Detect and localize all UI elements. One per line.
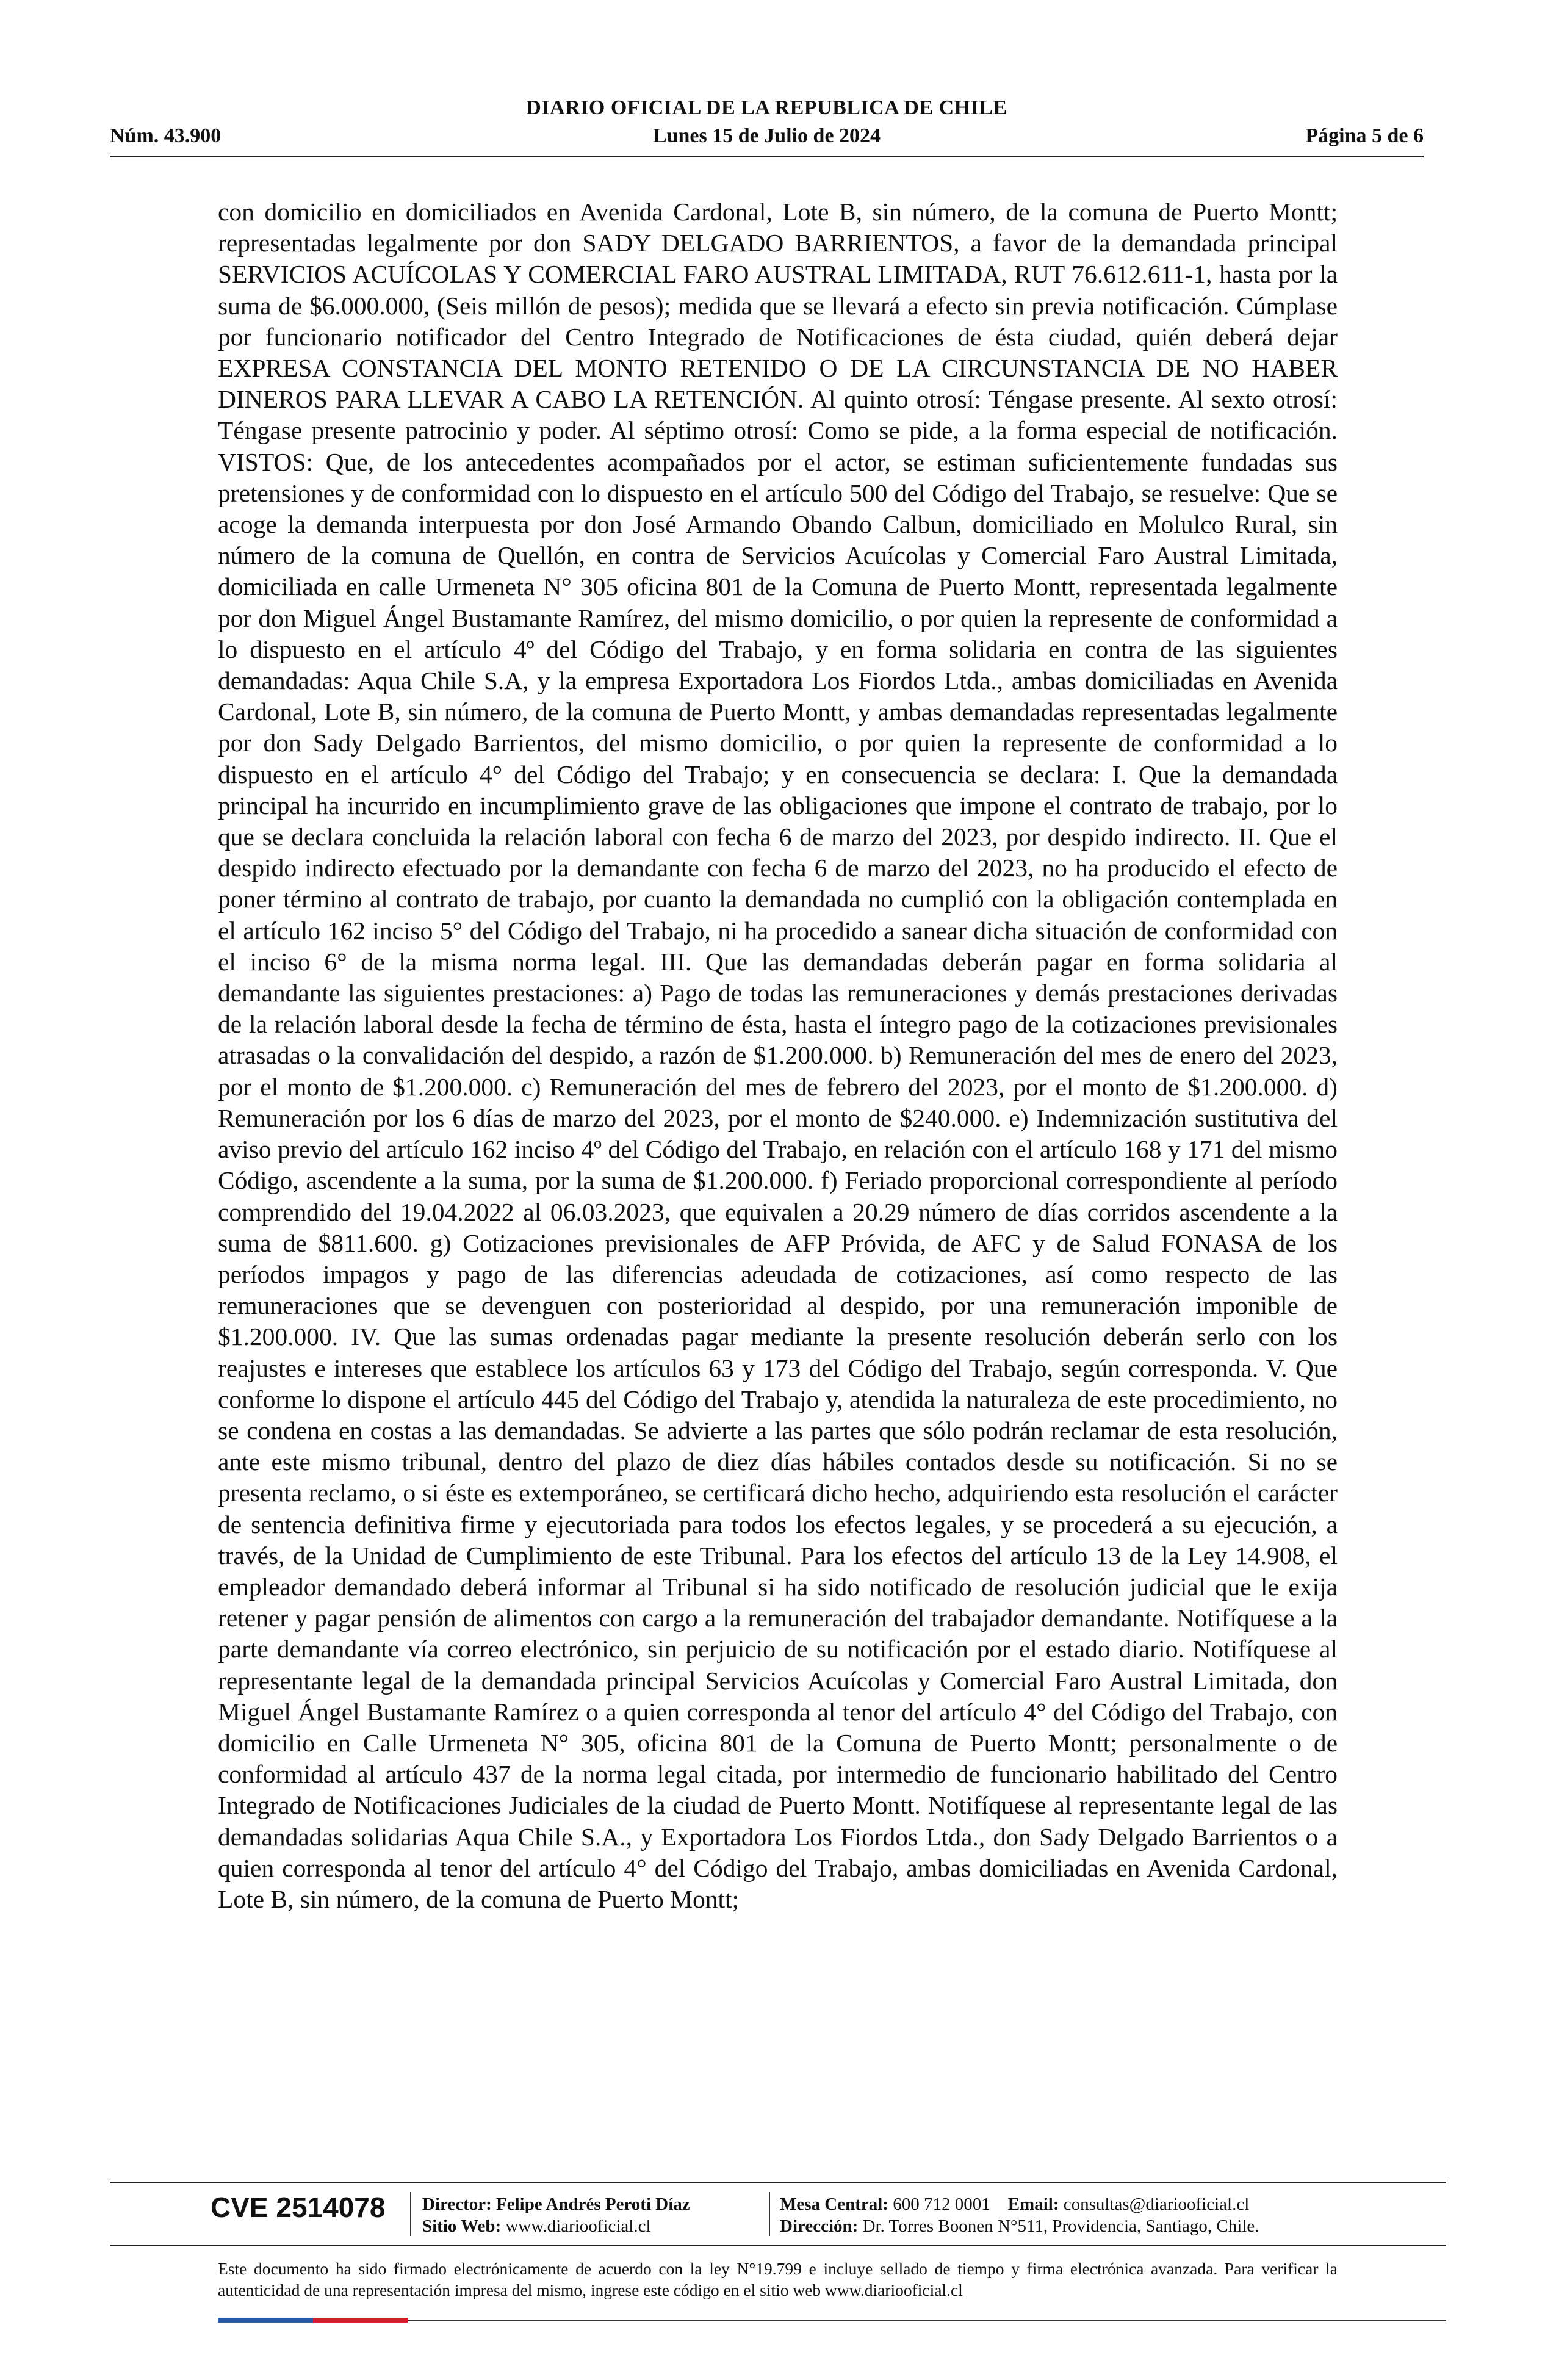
director-label: Director: [422, 2194, 492, 2214]
website-line [422, 2215, 690, 2237]
email-label: Email: [1007, 2194, 1059, 2214]
address-label: Dirección: [780, 2216, 859, 2236]
page-number: Página 5 de 6 [1305, 124, 1424, 147]
footer-contact-block [780, 2193, 1259, 2237]
page-header [110, 92, 1424, 156]
document-body: con domicilio en domiciliados en Avenida Cardonal, Lote B, sin número, de la comuna de Puerto Montt; representadas legalmente por don SADY DELGADO BARRIENTOS, a favor de la demandada principal SERVICIOS ACUÍCOLAS Y COMERCIAL FARO AUSTRAL LIMITADA, RUT 76.612.611-1, hasta por la suma de $6.000.000, (Seis millón de pesos); medida que se llevará a efecto sin previa notificación. Cúmplase por funcionario notificador del Centro Integrado de Notificaciones de ésta ciudad, quién deberá dejar EXPRESA CONSTANCIA DEL MONTO RETENIDO O DE LA CIRCUNSTANCIA DE NO HABER DINEROS PARA LLEVAR A CABO LA RETENCIÓN. Al quinto otrosí: Téngase presente. Al sexto otrosí: Téngase presente patrocinio y poder. Al séptimo otrosí: Como se pide, a la forma especial de notificación. VISTOS: Que, de los antecedentes acompañados por el actor, se estiman suficientemente fundadas sus pretensiones y de conformidad con lo dispuesto en el artículo 500 del Código del Trabajo, se resuelve: Que se acoge la demanda interpuesta por don José Armando Obando Calbun, domiciliado en Molulco Rural, sin número de la comuna de Quellón, en contra de Servicios Acuícolas y Comercial Faro Austral Limitada, domiciliada en calle Urmeneta N° 305 oficina 801 de la Comuna de Puerto Montt, representada legalmente por don Miguel Ángel Bustamante Ramírez, del mismo domicilio, o por quien la represente de conformidad a lo dispuesto en el artículo 4º del Código del Trabajo, y en forma solidaria en contra de las siguientes demandadas: Aqua Chile S.A, y la empresa Exportadora Los Fiordos Ltda., ambas domiciliadas en Avenida Cardonal, Lote B, sin número, de la comuna de Puerto Montt, y ambas demandadas representadas legalmente por don Sady Delgado Barrientos, del mismo domicilio, o por quien la represente de conformidad a lo dispuesto en el artículo 4° del Código del Trabajo; y en consecuencia se declara: I. Que la demandada principal ha incurrido en incumplimiento grave de las obligaciones que impone el contrato de trabajo, por lo que se declara concluida la relación laboral con fecha 6 de marzo del 2023, por despido indirecto. II. Que el despido indirecto efectuado por la demandante con fecha 6 de marzo del 2023, no ha producido el efecto de poner término al contrato de trabajo, por cuanto la demandada no cumplió con la obligación contemplada en el artículo 162 inciso 5° del Código del Trabajo, ni ha procedido a sanear dicha situación de conformidad con el inciso 6° de la misma norma legal. III. Que las demandadas deberán pagar en forma solidaria al demandante las siguientes prestaciones: a) Pago de todas las remuneraciones y demás prestaciones derivadas de la relación laboral desde la fecha de término de ésta, hasta el íntegro pago de la cotizaciones previsionales atrasadas o la convalidación del despido, a razón de $1.200.000. b) Remuneración del mes de enero del 2023, por el monto de $1.200.000. c) Remuneración del mes de febrero del 2023, por el monto de $1.200.000. d) Remuneración por los 6 días de marzo del 2023, por el monto de $240.000. e) Indemnización sustitutiva del aviso previo del artículo 162 inciso 4º del Código del Trabajo, en relación con el artículo 168 y 171 del mismo Código, ascendente a la suma, por la suma de $1.200.000. f) Feriado proporcional correspondiente al período comprendido del 19.04.2022 al 06.03.2023, que equivalen a 20.29 número de días corridos ascendente a la suma de $811.600. g) Cotizaciones previsionales de AFP Próvida, de AFC y de Salud FONASA de los períodos impagos y pago de las diferencias adeudada de cotizaciones, así como respecto de las remuneraciones que se devenguen con posterioridad al despido, por una remuneración imponible de $1.200.000. IV. Que las sumas ordenadas pagar mediante la presente resolución deberán serlo con los reajustes e intereses que establece los artículos 63 y 173 del Código del Trabajo, según corresponda. V. Que conforme lo dispone el artículo 445 del Código del Trabajo y, atendida la naturaleza de este procedimiento, no se condena en costas a las demandadas. Se advierte a las partes que sólo podrán reclamar de esta resolución, ante este mismo tribunal, dentro del plazo de diez días hábiles contados desde su notificación. Si no se presenta reclamo, o si éste es extemporáneo, se certificará dicho hecho, adquiriendo esta resolución el carácter de sentencia definitiva firme y ejecutoriada para todos los efectos legales, y se procederá a su ejecución, a través, de la Unidad de Cumplimiento de este Tribunal. Para los efectos del artículo 13 de la Ley 14.908, el empleador demandado deberá informar al Tribunal si ha sido notificado de resolución judicial que le exija retener y pagar pensión de alimentos con cargo a la remuneración del trabajador demandante. Notifíquese a la parte demandante vía correo electrónico, sin perjuicio de su notificación por el estado diario. Notifíquese al representante legal de la demandada principal Servicios Acuícolas y Comercial Faro Austral Limitada, don Miguel Ángel Bustamante Ramírez o a quien corresponda al tenor del artículo 4° del Código del Trabajo, con domicilio en Calle Urmeneta N° 305, oficina 801 de la Comuna de Puerto Montt; personalmente o de conformidad al artículo 437 de la norma legal citada, por intermedio de funcionario habilitado del Centro Integrado de Notificaciones Judiciales de la ciudad de Puerto Montt. Notifíquese al representante legal de las demandadas solidarias Aqua Chile S.A., y Exportadora Los Fiordos Ltda., don Sady Delgado Barrientos o a quien corresponda al tenor del artículo 4° del Código del Trabajo, ambas domiciliadas en Avenida Cardonal, Lote B, sin número, de la comuna de Puerto Montt; [218, 198, 1338, 1913]
footer-director-block [422, 2193, 690, 2237]
signature-notice: Este documento ha sido firmado electrónicamente de acuerdo con la ley N°19.799 e incluye sellado de tiempo y firma electrónica avanzada. Para verificar la autenticidad de una representación impresa del mismo, ingrese este código en el sitio web www.diariooficial.cl [218, 2259, 1338, 2299]
footer-mid-divider [110, 2245, 1446, 2246]
website-label: Sitio Web: [422, 2216, 502, 2236]
issue-date: Lunes 15 de Julio de 2024 [652, 124, 881, 147]
footer-top-divider [110, 2182, 1446, 2183]
phone-label: Mesa Central: [780, 2194, 888, 2214]
header-divider [110, 156, 1424, 157]
publication-title: DIARIO OFICIAL DE LA REPUBLICA DE CHILE [526, 96, 1007, 119]
address-line [780, 2215, 1259, 2237]
cve-code: CVE 2514078 [211, 2191, 386, 2223]
chile-flag-stripe [218, 2318, 408, 2323]
flag-red-segment [313, 2318, 408, 2323]
director-name: Felipe Andrés Peroti Díaz [496, 2194, 690, 2214]
issue-number: Núm. 43.900 [110, 124, 222, 147]
flag-blue-segment [218, 2318, 313, 2323]
website-link[interactable]: www.diariooficial.cl [505, 2216, 651, 2236]
director-line [422, 2193, 690, 2215]
footer-separator [769, 2192, 770, 2236]
contact-line [780, 2193, 1259, 2215]
email-link[interactable]: consultas@diariooficial.cl [1063, 2194, 1250, 2214]
phone-number: 600 712 0001 [893, 2194, 990, 2214]
footer-separator [410, 2192, 411, 2236]
footer-bottom-divider [408, 2320, 1446, 2321]
address-text: Dr. Torres Boonen N°511, Providencia, Santiago, Chile. [862, 2216, 1259, 2236]
